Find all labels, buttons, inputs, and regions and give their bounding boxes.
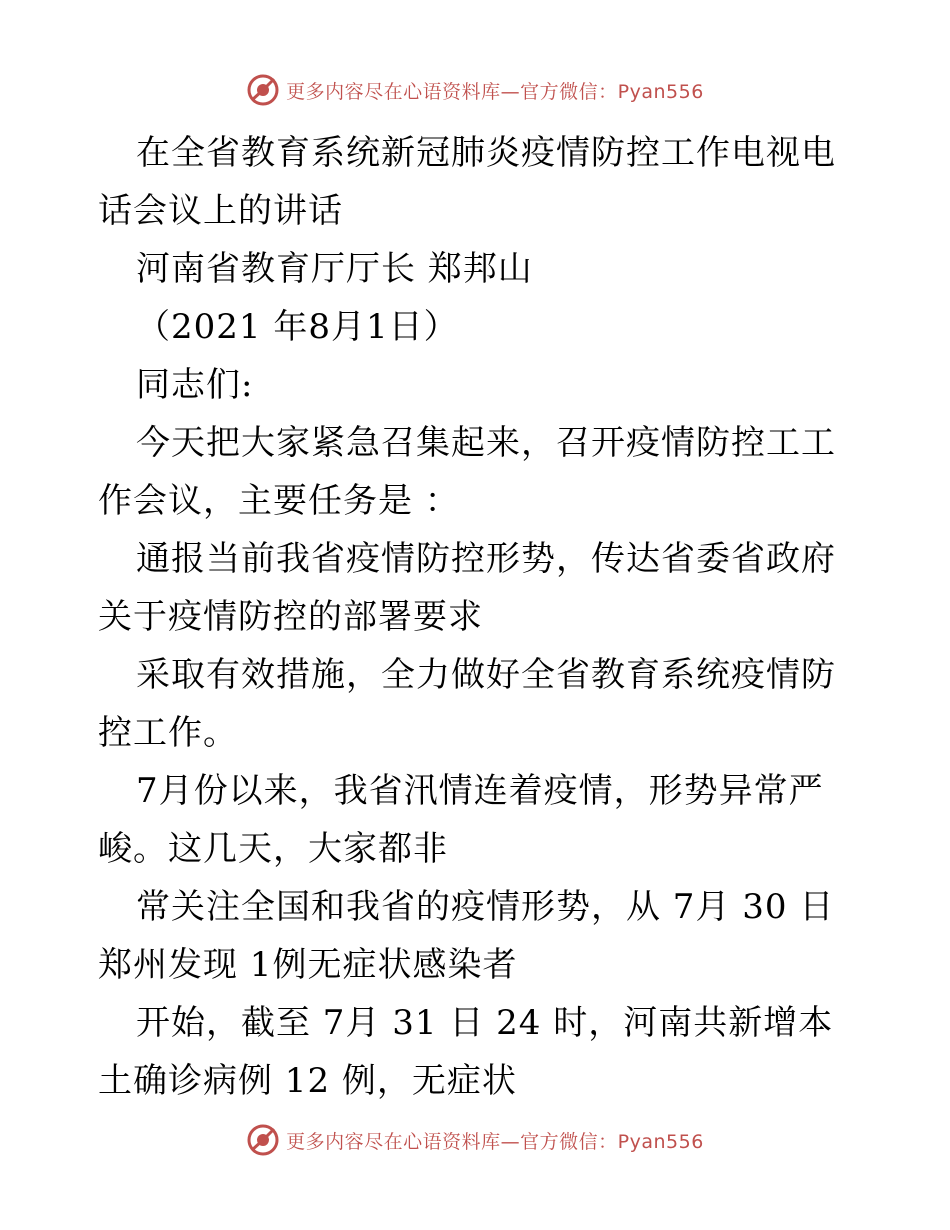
- speaker-line: 河南省教育厅厅长 郑邦山: [136, 249, 533, 289]
- paragraph: 今天把大家紧急召集起来，召开疫情防控工工作会议，主要任务是 ：: [98, 423, 836, 521]
- document-body: [98, 124, 858, 1110]
- paragraph: 7月份以来，我省汛情连着疫情，形势异常严峻。这几天，大家都非: [98, 771, 824, 869]
- speech-title: 在全省教育系统新冠肺炎疫情防控工作电视电话会议上的讲话: [98, 133, 836, 231]
- paragraph: 采取有效措施，全力做好全省教育系统疫情防控工作。: [98, 655, 836, 753]
- watermark-text: 更多内容尽在心语资料库—官方微信：Pyan556: [286, 80, 704, 103]
- date-line: （2021 年8月1日）: [136, 307, 459, 347]
- seal-logo-icon: [246, 73, 280, 107]
- paragraph: 常关注全国和我省的疫情形势，从 7月 30 日郑州发现 1例无症状感染者: [98, 887, 835, 985]
- header-watermark: [0, 70, 950, 110]
- paragraph: 通报当前我省疫情防控形势，传达省委省政府关于疫情防控的部署要求: [98, 539, 836, 637]
- footer-watermark: [0, 1120, 950, 1160]
- seal-logo-icon: [246, 1123, 280, 1157]
- watermark-text: 更多内容尽在心语资料库—官方微信：Pyan556: [286, 1130, 704, 1153]
- salutation: 同志们:: [136, 365, 254, 405]
- paragraph: 开始，截至 7月 31 日 24 时，河南共新增本土确诊病例 12 例，无症状: [98, 1003, 834, 1101]
